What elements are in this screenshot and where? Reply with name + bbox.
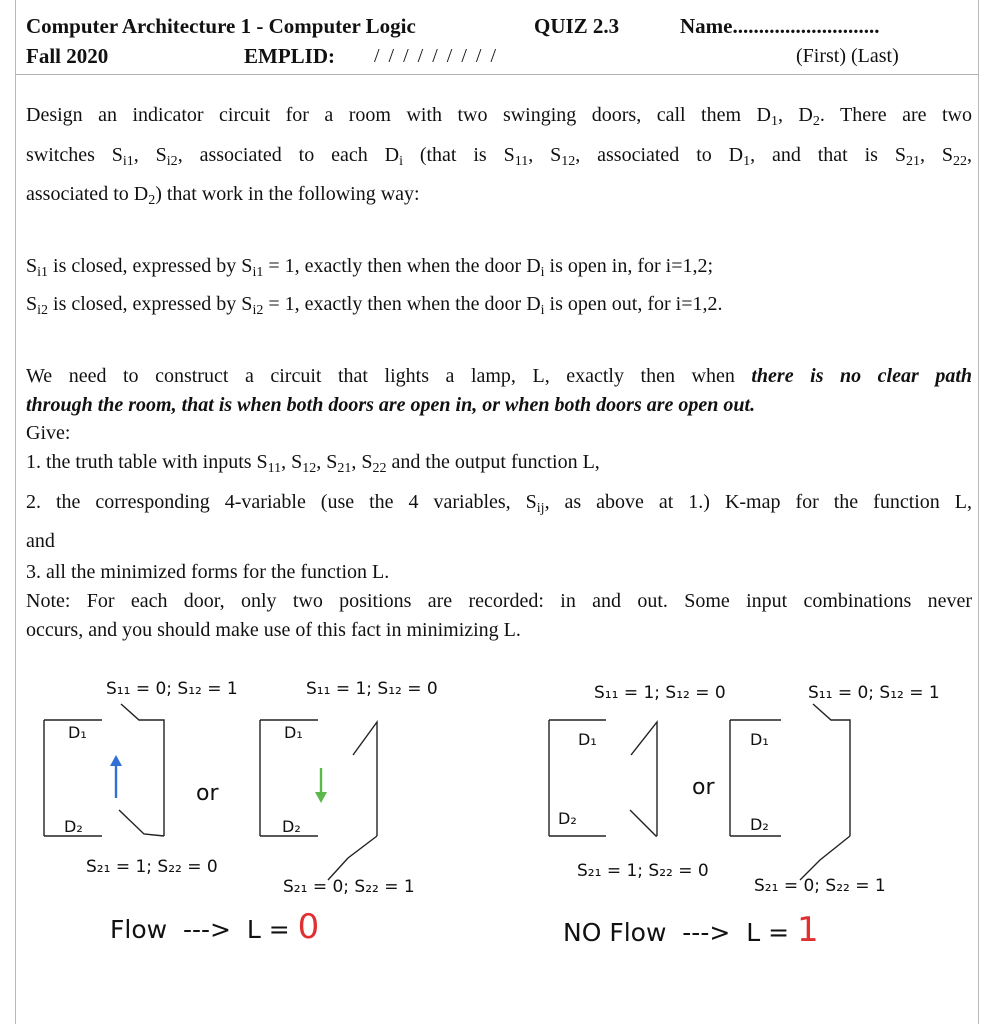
down-arrow-icon [315, 768, 327, 803]
emplid-label: EMPLID: [244, 44, 335, 68]
subscript: i2 [37, 303, 49, 318]
task-item-1: 1. the truth table with inputs $S_{11}$, $S_{12}$, $S_{21}$, $S_{22}$ and the output function L, [26, 451, 600, 476]
door-1-label-a: D₁ [68, 723, 87, 742]
flow-result-left [110, 907, 319, 947]
first-last-hint: (First) (Last) [796, 45, 899, 67]
requirement-emphasis-1: there is no clear path [751, 365, 973, 387]
flow-left-value: 0 [297, 907, 320, 947]
flow-result-right [563, 910, 819, 950]
term-label: Fall 2020 [26, 44, 109, 68]
subscript: i1 [252, 265, 264, 280]
door-1-label-d: D₁ [750, 730, 769, 749]
task-item-2-end: and [26, 530, 55, 552]
door-2-label-a: D₂ [64, 817, 83, 836]
rule-line-2: $S_{i2}$ is closed, expressed by $S_{i2} = 1$, exactly then when the door $D_i$ is open out, for i=1,2. [26, 293, 723, 318]
intro-line-3: associated to $D_2$) that work in the following way: [26, 183, 420, 208]
or-label-left: or [196, 781, 219, 806]
door-1-label-b: D₁ [284, 723, 303, 742]
emplid-slots: / / / / / / / / / [374, 45, 499, 67]
flow-right-value: 1 [796, 910, 819, 950]
requirement-line-2 [26, 391, 972, 419]
subscript: ij [536, 501, 545, 516]
header-divider [16, 74, 978, 75]
label-c-top: S₁₁ = 1; S₁₂ = 0 [594, 683, 726, 703]
or-label-right: or [692, 775, 715, 800]
subscript: i2 [252, 303, 264, 318]
task-item-3: 3. all the minimized forms for the function L. [26, 561, 390, 583]
course-title: Computer Architecture 1 - Computer Logic [26, 14, 416, 38]
subscript: 1 [743, 154, 751, 169]
label-b-bottom: S₂₁ = 0; S₂₂ = 1 [283, 877, 415, 897]
subscript: i1 [37, 265, 49, 280]
room-diagram-a [44, 704, 164, 836]
intro-line-1: Design an indicator circuit for a room with two swinging doors, call them $D_1$, $D_2$. There are two [26, 104, 972, 129]
flow-left-text: Flow ---> L = [110, 915, 298, 944]
requirement-line-1 [26, 362, 972, 390]
subscript: 22 [953, 154, 967, 169]
quiz-page [15, 0, 979, 1024]
intro-line-2: switches $S_{i1}$, $S_{i2}$, associated to each $D_i$ (that is $S_{11}$, $S_{12}$, associated to $D_1$, and that is $S_{21}$, $S_{22}$, [26, 144, 972, 169]
subscript: 21 [905, 154, 920, 169]
flow-right-text: NO Flow ---> L = [563, 918, 797, 947]
label-c-bottom: S₂₁ = 1; S₂₂ = 0 [577, 861, 709, 881]
quiz-number: QUIZ 2.3 [534, 14, 620, 38]
subscript: i [399, 154, 403, 169]
subscript: 11 [267, 461, 282, 476]
up-arrow-icon [110, 755, 122, 798]
door-2-label-c: D₂ [558, 809, 577, 828]
task-item-2: 2. the corresponding 4-variable (use the 4 variables, $S_{ij}$, as above at 1.) K-map for the function L, [26, 491, 972, 516]
note-line-1: Note: For each door, only two positions are recorded: in and out. Some input combinations never [26, 590, 972, 612]
label-a-top: S₁₁ = 0; S₁₂ = 1 [106, 679, 238, 699]
requirement-emphasis-2: through the room, that is when both doors are open in, or when both doors are open out. [26, 394, 756, 416]
rule-line-1: $S_{i1}$ is closed, expressed by $S_{i1} = 1$, exactly then when the door $D_i$ is open in, for i=1,2; [26, 255, 714, 280]
label-d-bottom: S₂₁ = 0; S₂₂ = 1 [754, 876, 886, 896]
subscript: 22 [372, 461, 387, 476]
subscript: 2 [812, 114, 820, 129]
requirement-plain: We need to construct a circuit that lights a lamp, L, exactly then when [26, 365, 752, 387]
subscript: i [540, 303, 545, 318]
subscript: i1 [122, 154, 134, 169]
label-a-bottom: S₂₁ = 1; S₂₂ = 0 [86, 857, 218, 877]
subscript: i [540, 265, 545, 280]
subscript: 12 [302, 461, 317, 476]
subscript: 2 [148, 193, 156, 208]
room-diagram-b [260, 720, 377, 880]
label-b-top: S₁₁ = 1; S₁₂ = 0 [306, 679, 438, 699]
subscript: 21 [337, 461, 352, 476]
give-label: Give: [26, 422, 71, 444]
subscript: i2 [166, 154, 178, 169]
label-d-top: S₁₁ = 0; S₁₂ = 1 [808, 683, 940, 703]
door-1-label-c: D₁ [578, 730, 597, 749]
door-diagrams [16, 660, 978, 960]
subscript: 1 [770, 114, 778, 129]
room-diagram-d [730, 704, 850, 880]
door-2-label-d: D₂ [750, 815, 769, 834]
name-field: Name............................ [680, 14, 880, 38]
note-line-2: occurs, and you should make use of this fact in minimizing L. [26, 619, 521, 641]
subscript: 12 [561, 154, 576, 169]
subscript: 11 [514, 154, 529, 169]
door-2-label-b: D₂ [282, 817, 301, 836]
